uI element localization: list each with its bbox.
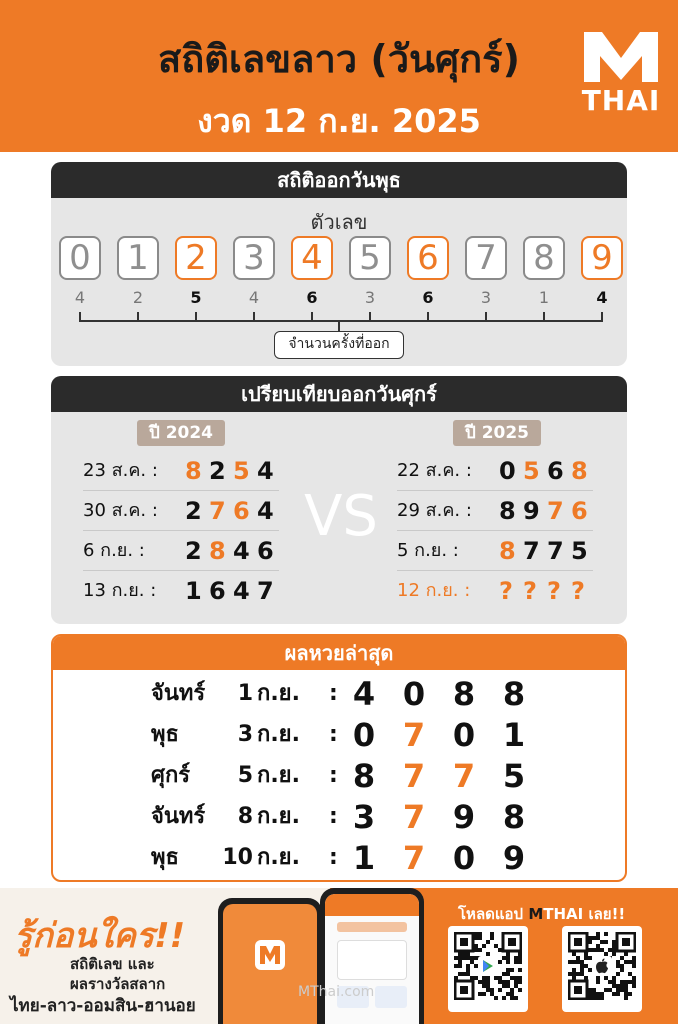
result-day: พุธ	[151, 845, 179, 870]
row-divider	[397, 570, 593, 571]
result-day: ศุกร์	[151, 763, 191, 788]
result-colon: :	[329, 722, 338, 747]
digit-count: 3	[364, 288, 376, 307]
compare-digit: 4	[257, 457, 280, 485]
digit-box: 5	[349, 236, 391, 280]
row-divider	[83, 530, 279, 531]
compare-digit: ?	[499, 577, 519, 605]
result-date: 5	[237, 763, 253, 788]
compare-date: 12 ก.ย. :	[397, 580, 471, 601]
result-digit: 8	[352, 757, 376, 795]
result-digit: 1	[502, 716, 526, 754]
result-digit: 0	[402, 675, 426, 713]
compare-digit: ?	[523, 577, 543, 605]
digit-box: 9	[581, 236, 623, 280]
compare-digit: 5	[523, 457, 546, 485]
compare-digit: 7	[523, 537, 546, 565]
results-panel	[51, 634, 627, 882]
compare-row	[397, 456, 597, 486]
compare-date: 23 ส.ค. :	[83, 460, 158, 481]
result-digit: 0	[452, 716, 476, 754]
result-date: 3	[237, 722, 253, 747]
digit-box: 8	[523, 236, 565, 280]
compare-date: 6 ก.ย. :	[83, 540, 145, 561]
result-row	[53, 838, 627, 878]
digit-count: 4	[248, 288, 260, 307]
phone-screen-right	[325, 894, 419, 1024]
compare-digit: 6	[571, 497, 594, 525]
compare-digit: 4	[257, 497, 280, 525]
compare-digit: 8	[499, 537, 522, 565]
digit-count: 2	[132, 288, 144, 307]
result-digit: 0	[352, 716, 376, 754]
compare-date: 30 ส.ค. :	[83, 500, 158, 521]
compare-date: 5 ก.ย. :	[397, 540, 459, 561]
result-digit: 7	[452, 757, 476, 795]
compare-digit: 1	[185, 577, 208, 605]
qr-code-app-store[interactable]	[562, 926, 642, 1012]
digit-box: 3	[233, 236, 275, 280]
compare-digit: 6	[257, 537, 280, 565]
row-divider	[397, 490, 593, 491]
download-brand: THAI	[543, 905, 584, 923]
digit-box: 4	[291, 236, 333, 280]
compare-digit: 4	[233, 577, 256, 605]
result-date: 10	[222, 845, 253, 870]
compare-panel	[51, 376, 627, 624]
result-digit: 5	[502, 757, 526, 795]
axis-tick	[601, 312, 603, 322]
result-date: 1	[237, 681, 253, 706]
result-colon: :	[329, 804, 338, 829]
compare-date: 13 ก.ย. :	[83, 580, 157, 601]
page-title: สถิติเลขลาว (วันศุกร์)	[158, 37, 520, 81]
banner-line-2: ผลรางวัลสลาก	[70, 975, 166, 993]
row-divider	[397, 530, 593, 531]
compare-row	[397, 496, 597, 526]
compare-digit: 7	[547, 537, 570, 565]
result-digit: 9	[502, 839, 526, 877]
compare-digit: 2	[185, 537, 208, 565]
apple-icon	[592, 956, 612, 976]
compare-digit: ?	[547, 577, 567, 605]
compare-digit: 9	[523, 497, 546, 525]
draw-date: งวด 12 ก.ย. 2025	[197, 102, 481, 140]
digit-count: 6	[306, 288, 318, 307]
digit-count: 5	[190, 288, 202, 307]
result-colon: :	[329, 763, 338, 788]
play-store-icon	[478, 956, 498, 976]
result-digit: 7	[402, 839, 426, 877]
compare-digit: 5	[571, 537, 594, 565]
results-panel-title: ผลหวยล่าสุด	[53, 636, 625, 670]
result-digit: 8	[502, 798, 526, 836]
compare-digit: 4	[233, 537, 256, 565]
digit-count: 6	[422, 288, 434, 307]
compare-digit: 8	[571, 457, 594, 485]
result-month: ก.ย.	[257, 845, 300, 870]
digit-box: 1	[117, 236, 159, 280]
phone-screen-left	[223, 904, 317, 1024]
result-colon: :	[329, 681, 338, 706]
result-month: ก.ย.	[257, 804, 300, 829]
qr-code-play-store[interactable]	[448, 926, 528, 1012]
compare-digit: 6	[209, 577, 232, 605]
compare-digit: 0	[499, 457, 522, 485]
result-digit: 7	[402, 716, 426, 754]
result-digit: 1	[352, 839, 376, 877]
compare-digit: 8	[185, 457, 208, 485]
download-brand-m-icon: M	[528, 905, 544, 923]
compare-row	[83, 456, 283, 486]
result-digit: 9	[452, 798, 476, 836]
download-suffix: เลย!!	[588, 905, 626, 923]
axis-label: จำนวนครั้งที่ออก	[274, 331, 404, 359]
compare-date: 29 ส.ค. :	[397, 500, 472, 521]
download-prefix: โหลดแอป	[458, 905, 524, 923]
result-digit: 7	[402, 757, 426, 795]
axis-stem	[338, 321, 340, 331]
result-digit: 4	[352, 675, 376, 713]
compare-digit: 8	[209, 537, 232, 565]
compare-digit: 6	[547, 457, 570, 485]
logo-text: THAI	[581, 84, 661, 117]
digit-count: 3	[480, 288, 492, 307]
compare-digit: 5	[233, 457, 256, 485]
vs-label: VS	[304, 484, 378, 549]
stats-panel	[51, 162, 627, 366]
compare-date: 22 ส.ค. :	[397, 460, 472, 481]
phone-mockup-right	[320, 888, 424, 1024]
result-month: ก.ย.	[257, 681, 300, 706]
compare-digit: 7	[257, 577, 280, 605]
banner-headline: รู้ก่อนใคร!!	[14, 916, 186, 956]
compare-digit: 8	[499, 497, 522, 525]
year-badge-left: ปี 2024	[137, 420, 225, 446]
compare-panel-title: เปรียบเทียบออกวันศุกร์	[51, 376, 627, 412]
digit-box: 6	[407, 236, 449, 280]
mthai-logo[interactable]	[580, 28, 662, 120]
digit-count: 4	[74, 288, 86, 307]
digits-label: ตัวเลข	[310, 210, 368, 234]
digit-box: 0	[59, 236, 101, 280]
m-logo-icon	[580, 28, 662, 84]
year-badge-right: ปี 2025	[453, 420, 541, 446]
app-banner[interactable]	[0, 888, 678, 1024]
compare-row	[397, 576, 597, 606]
result-day: จันทร์	[151, 804, 206, 829]
compare-digit: 2	[209, 457, 232, 485]
banner-line-1: สถิติเลข และ	[70, 955, 155, 973]
digit-count: 1	[538, 288, 550, 307]
header	[0, 0, 678, 152]
stats-panel-title: สถิติออกวันพุธ	[51, 162, 627, 198]
result-day: จันทร์	[151, 681, 206, 706]
compare-row	[83, 536, 283, 566]
result-digit: 8	[452, 675, 476, 713]
result-digit: 0	[452, 839, 476, 877]
compare-row	[83, 576, 283, 606]
banner-line-3: ไทย-ลาว-ออมสิน-ฮานอย	[10, 996, 196, 1016]
result-colon: :	[329, 845, 338, 870]
result-month: ก.ย.	[257, 722, 300, 747]
result-digit: 8	[502, 675, 526, 713]
result-digit: 3	[352, 798, 376, 836]
row-divider	[83, 490, 279, 491]
compare-digit: 7	[209, 497, 232, 525]
compare-digit: 7	[547, 497, 570, 525]
result-row	[53, 715, 627, 755]
result-date: 8	[237, 804, 253, 829]
download-cta[interactable]	[458, 902, 625, 926]
compare-row	[397, 536, 597, 566]
app-icon	[255, 940, 285, 970]
result-digit: 7	[402, 798, 426, 836]
result-day: พุธ	[151, 722, 179, 747]
compare-digit: 2	[185, 497, 208, 525]
digit-box: 2	[175, 236, 217, 280]
result-row	[53, 756, 627, 796]
compare-digit: 6	[233, 497, 256, 525]
digit-count: 4	[596, 288, 608, 307]
result-month: ก.ย.	[257, 763, 300, 788]
compare-digit: ?	[571, 577, 591, 605]
result-row	[53, 674, 627, 714]
digit-box: 7	[465, 236, 507, 280]
compare-row	[83, 496, 283, 526]
phone-mockup-left	[218, 898, 322, 1024]
row-divider	[83, 570, 279, 571]
axis-line	[79, 320, 601, 322]
result-row	[53, 797, 627, 837]
watermark: MThai.com	[298, 984, 375, 1000]
